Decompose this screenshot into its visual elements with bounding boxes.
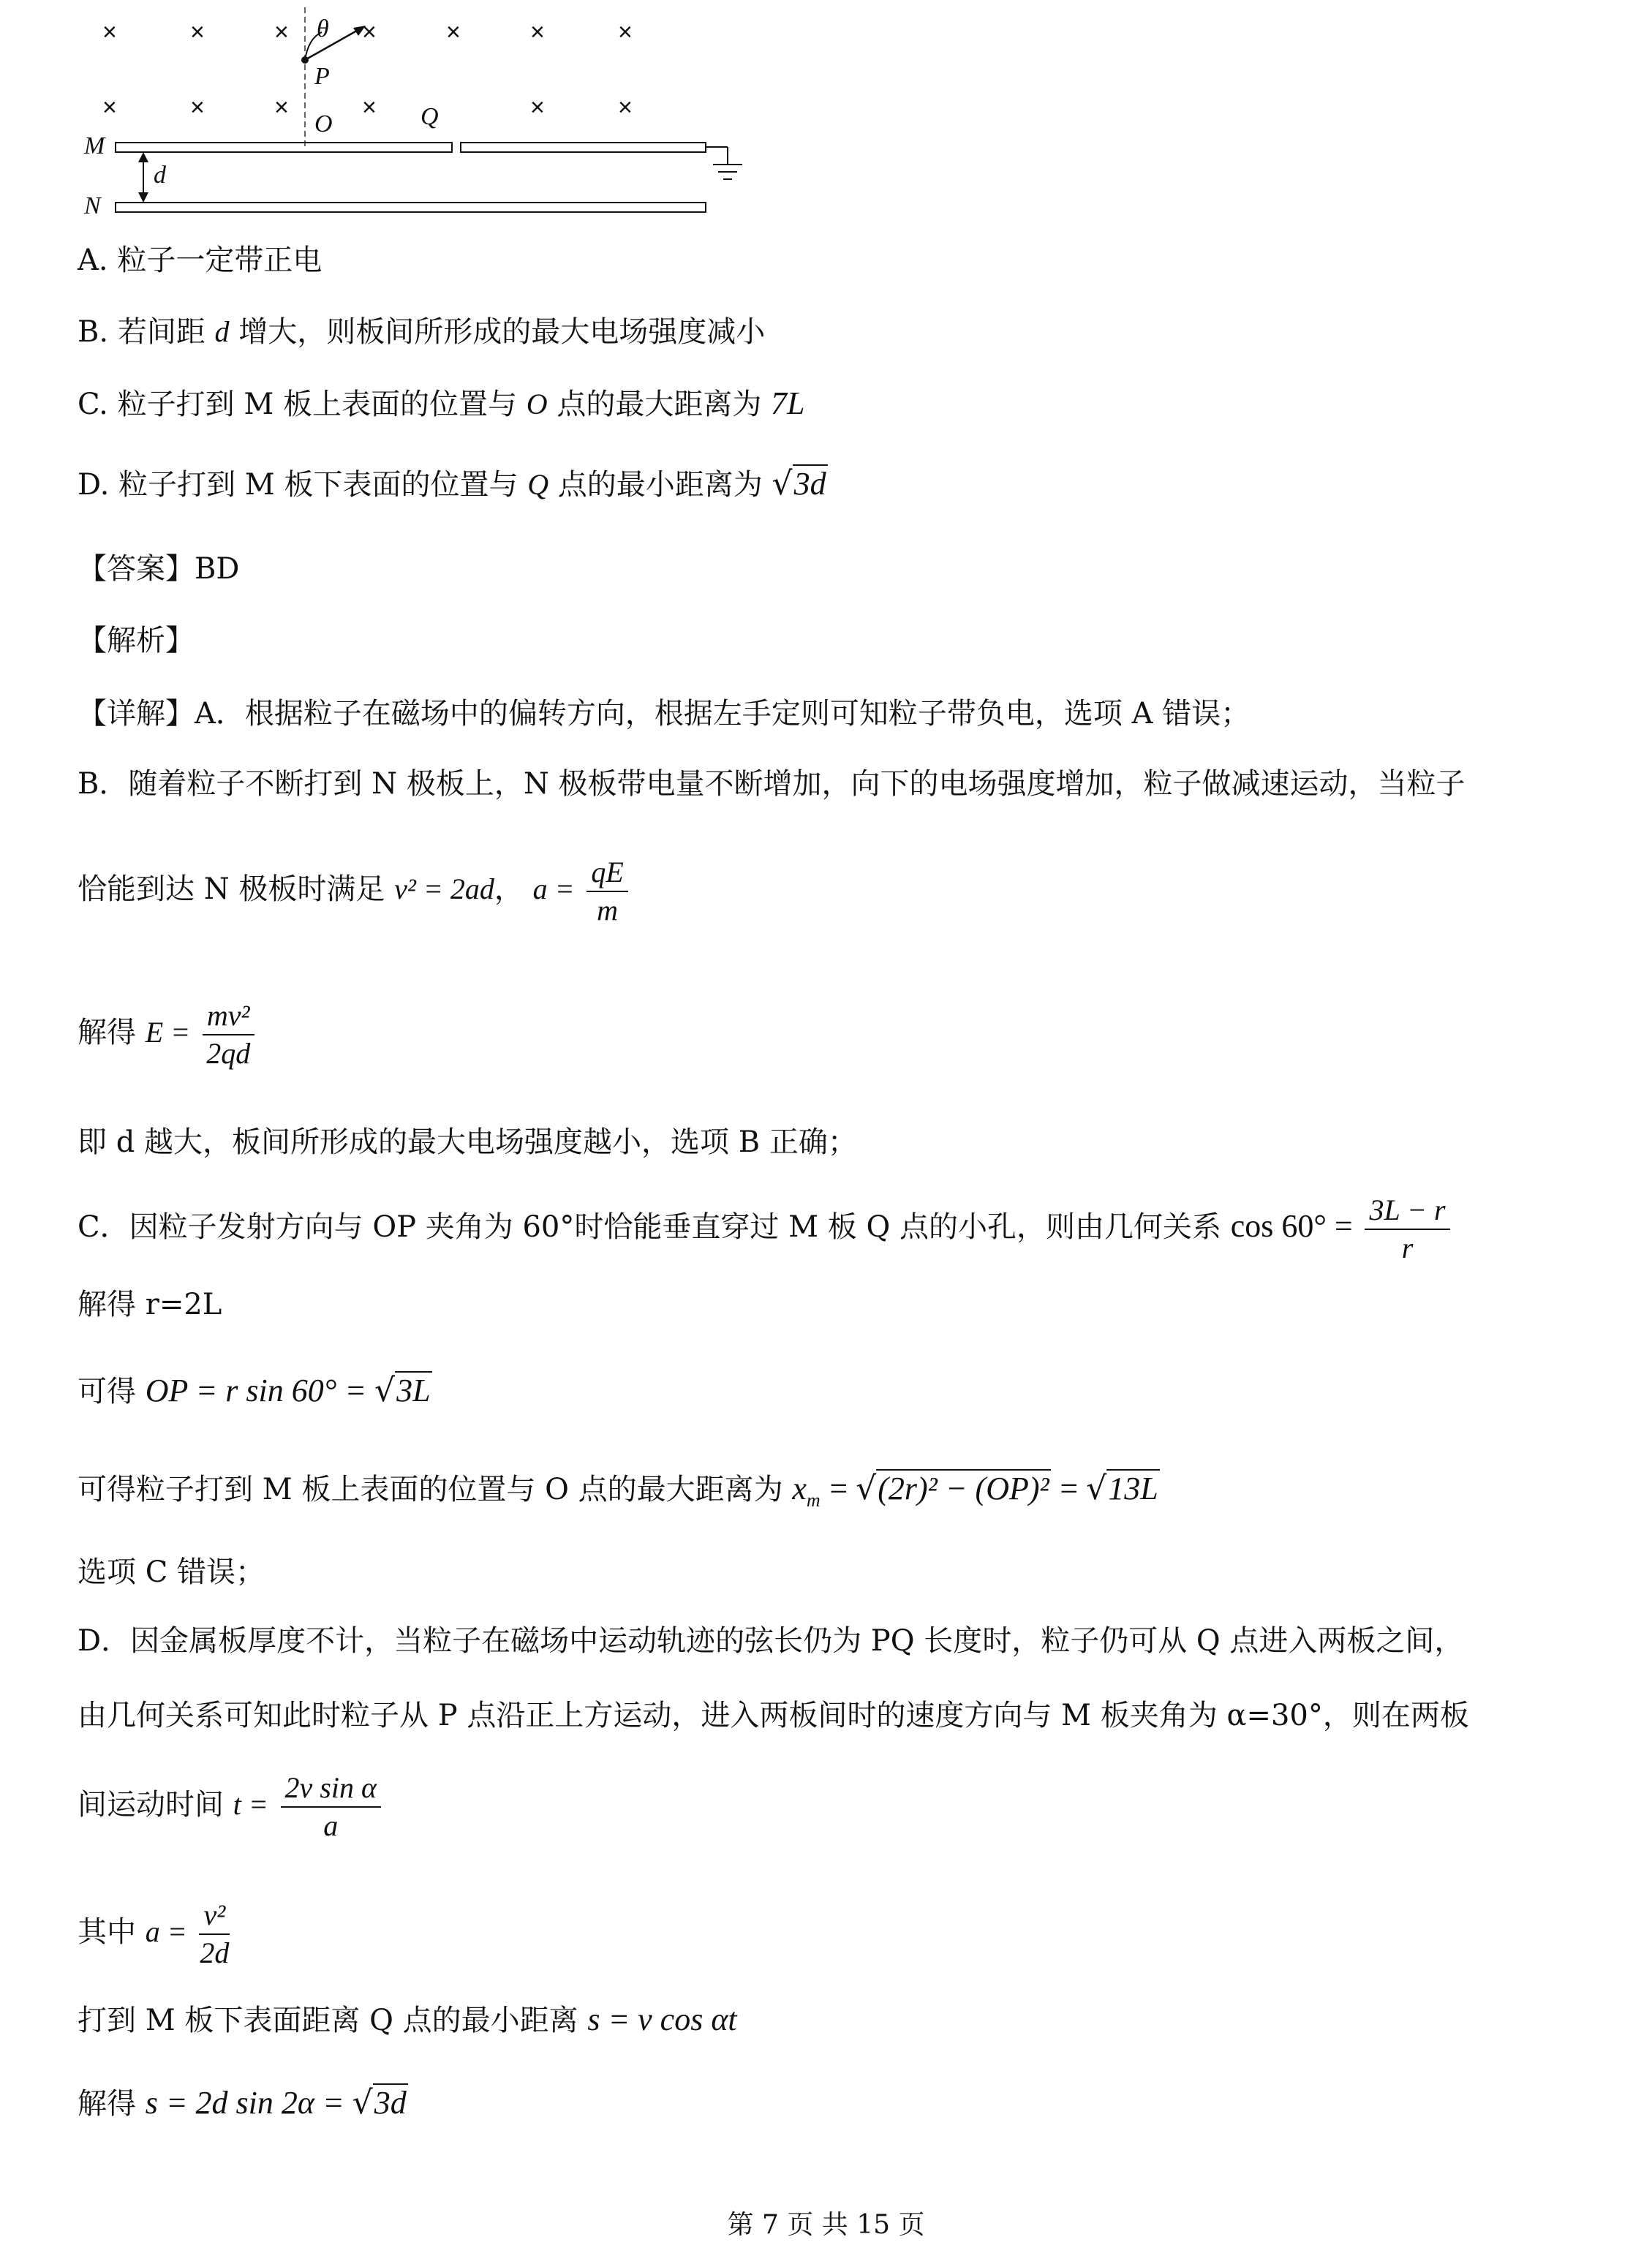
label-theta: θ bbox=[317, 15, 329, 42]
field-cross: × bbox=[274, 18, 289, 46]
frac-mv2-2qd bbox=[203, 997, 254, 1072]
m-plate-right bbox=[461, 143, 706, 152]
analysis-label bbox=[78, 622, 195, 660]
eq-cos60-lhs: cos 60° = bbox=[1230, 1208, 1353, 1244]
detail-d2-text: 由几何关系可知此时粒子从 P 点沿正上方运动，进入两板间时的速度方向与 M 板夹角为 α=30°，则在两板 bbox=[78, 1699, 1469, 1732]
option-b bbox=[78, 313, 765, 351]
detail-d5-pre: 打到 M 板下表面距离 Q 点的最小距离 bbox=[78, 2004, 578, 2037]
frac-den: m bbox=[597, 894, 618, 927]
eq-a2-lhs: a = bbox=[145, 1915, 187, 1948]
analysis-label-text: 【解析】 bbox=[78, 624, 195, 657]
label-q: Q bbox=[420, 103, 439, 130]
detail-d2 bbox=[78, 1697, 1469, 1735]
sqrt-3d: √3d bbox=[772, 465, 826, 502]
detail-d1-text: D．因金属板厚度不计，当粒子在磁场中运动轨迹的弦长仍为 PQ 长度时，粒子仍可从 Q 点进入两板之间， bbox=[78, 1624, 1464, 1658]
option-d-val: 3d bbox=[793, 466, 826, 502]
physics-diagram bbox=[73, 7, 775, 227]
detail-c4: 可得粒子打到 M 板上表面的位置与 O 点的最大距离为 $x_m = √(2r)^2 - (OP)^2 = √13L$ bbox=[78, 1470, 1158, 1511]
frac-qe-m bbox=[587, 854, 627, 929]
sqrt-13l: √13L bbox=[1086, 1470, 1158, 1507]
detail-d6 bbox=[78, 2084, 408, 2123]
eq-v2-2ad: v² = 2ad bbox=[394, 872, 494, 905]
label-m: M bbox=[84, 132, 105, 159]
field-cross: × bbox=[190, 94, 205, 121]
detail-b3-pre: 解得 bbox=[78, 1016, 136, 1049]
eq-a-lhs: a = bbox=[532, 872, 575, 905]
option-c-var: O bbox=[526, 388, 548, 420]
detail-d4-pre: 其中 bbox=[78, 1915, 136, 1949]
eq-op-val: 3L bbox=[396, 1373, 431, 1408]
frac-den: a bbox=[323, 1809, 339, 1842]
sqrt-op: √(2r)² − (OP)² bbox=[856, 1470, 1049, 1507]
field-cross: × bbox=[446, 18, 461, 46]
answer bbox=[78, 550, 239, 588]
detail-a bbox=[78, 695, 1250, 733]
eq-xm-rad: (2r)² − (OP)² bbox=[878, 1471, 1049, 1506]
eq-op: OP = r sin 60° = bbox=[145, 1373, 375, 1408]
sqrt-3l: √3L bbox=[374, 1372, 431, 1409]
field-cross: × bbox=[362, 18, 377, 46]
frac-den: 2qd bbox=[206, 1037, 251, 1070]
frac-num: v² bbox=[199, 1897, 230, 1935]
detail-d3 bbox=[78, 1770, 384, 1844]
frac-2vsin-a bbox=[281, 1770, 381, 1844]
field-cross: × bbox=[102, 94, 117, 121]
frac-v2-2d bbox=[199, 1897, 230, 1972]
frac-num: 3L − r bbox=[1365, 1192, 1449, 1230]
option-c-mid: 点的最大距离为 bbox=[557, 388, 762, 421]
detail-b2: 恰能到达 N 极板时满足 v² = 2ad， a = $\frac{qE}{m}$ bbox=[78, 854, 631, 929]
frac-den: 2d bbox=[200, 1936, 230, 1969]
eq-xm-sub: m bbox=[806, 1490, 821, 1511]
field-cross: × bbox=[362, 94, 377, 121]
d-arrow-head-up bbox=[138, 152, 148, 162]
detail-b4 bbox=[78, 1123, 857, 1161]
field-cross: × bbox=[102, 18, 117, 46]
detail-d3-pre: 间运动时间 bbox=[78, 1788, 224, 1822]
option-b-post: 增大，则板间所形成的最大电场强度减小 bbox=[238, 315, 766, 349]
detail-c1-pre: C．因粒子发射方向与 OP 夹角为 60°时恰能垂直穿过 M 板 Q 点的小孔，则由几何关系 bbox=[78, 1210, 1221, 1244]
detail-c3-pre: 可得 bbox=[78, 1375, 136, 1408]
page-footer: 第 7 页 共 15 页 bbox=[727, 2210, 925, 2240]
frac-num: mv² bbox=[203, 997, 254, 1035]
detail-d1 bbox=[78, 1622, 1463, 1660]
detail-c5 bbox=[78, 1553, 265, 1591]
field-cross: × bbox=[618, 94, 633, 121]
field-cross: × bbox=[530, 94, 545, 121]
option-a-text: A. 粒子一定带正电 bbox=[78, 244, 323, 277]
label-p: P bbox=[314, 63, 330, 90]
detail-c2-text: 解得 r=2L bbox=[78, 1288, 222, 1321]
velocity-arrow bbox=[305, 28, 362, 60]
eq-e-lhs: E = bbox=[145, 1016, 191, 1049]
label-n: N bbox=[84, 192, 101, 219]
field-cross: × bbox=[274, 94, 289, 121]
field-cross: × bbox=[618, 18, 633, 46]
detail-c1 bbox=[78, 1192, 1453, 1267]
m-plate-left bbox=[116, 143, 452, 152]
frac-num: qE bbox=[587, 854, 627, 892]
frac-num: 2v sin α bbox=[281, 1770, 381, 1808]
field-cross: × bbox=[190, 18, 205, 46]
detail-c4-pre: 可得粒子打到 M 板上表面的位置与 O 点的最大距离为 bbox=[78, 1473, 783, 1506]
option-d-var: Q bbox=[527, 468, 549, 501]
d-arrow-head-down bbox=[138, 192, 148, 203]
option-c-pre: C. 粒子打到 M 板上表面的位置与 bbox=[78, 388, 517, 421]
eq-s: s = v cos αt bbox=[587, 2001, 737, 2037]
eq-s-val: 3d bbox=[374, 2085, 407, 2121]
option-a bbox=[78, 241, 322, 279]
detail-b3 bbox=[78, 997, 257, 1072]
option-d-mid: 点的最小距离为 bbox=[557, 468, 763, 502]
detail-c3 bbox=[78, 1372, 432, 1411]
frac-den: r bbox=[1401, 1231, 1414, 1264]
detail-d6-pre: 解得 bbox=[78, 2087, 136, 2121]
answer-text: 【答案】BD bbox=[78, 552, 240, 586]
detail-b4-text: 即 d 越大，板间所形成的最大电场强度越小，选项 B 正确； bbox=[78, 1125, 857, 1159]
label-o: O bbox=[314, 110, 333, 137]
label-d: d bbox=[154, 162, 166, 189]
detail-c2 bbox=[78, 1286, 222, 1324]
eq-t-lhs: t = bbox=[233, 1788, 268, 1821]
frac-3l-r bbox=[1365, 1192, 1449, 1267]
magnetic-field-crosses bbox=[102, 18, 633, 121]
option-b-var: d bbox=[214, 315, 230, 348]
detail-b2-pre: 恰能到达 N 极板时满足 bbox=[78, 872, 385, 906]
option-d bbox=[78, 465, 828, 504]
detail-d4 bbox=[78, 1897, 233, 1972]
eq-xm: x bbox=[792, 1471, 807, 1506]
option-b-pre: B. 若间距 bbox=[78, 315, 205, 349]
option-c-val: 7L bbox=[771, 385, 805, 421]
eq-s-final: s = 2d sin 2α = bbox=[145, 2085, 352, 2121]
detail-b1 bbox=[78, 765, 1466, 803]
detail-a-text: 【详解】A．根据粒子在磁场中的偏转方向，根据左手定则可知粒子带负电，选项 A 错误； bbox=[78, 697, 1251, 731]
option-d-pre: D. 粒子打到 M 板下表面的位置与 bbox=[78, 468, 518, 502]
detail-c5-text: 选项 C 错误； bbox=[78, 1555, 265, 1589]
option-c bbox=[78, 385, 805, 423]
sqrt-3d-final: √3d bbox=[352, 2084, 407, 2121]
detail-d5 bbox=[78, 2001, 737, 2040]
field-cross: × bbox=[530, 18, 545, 46]
detail-b1-text: B．随着粒子不断打到 N 极板上，N 极板带电量不断增加，向下的电场强度增加，粒子做减速运动，当粒子 bbox=[78, 767, 1466, 801]
eq-xm-val: 13L bbox=[1108, 1471, 1158, 1506]
n-plate bbox=[116, 203, 706, 212]
